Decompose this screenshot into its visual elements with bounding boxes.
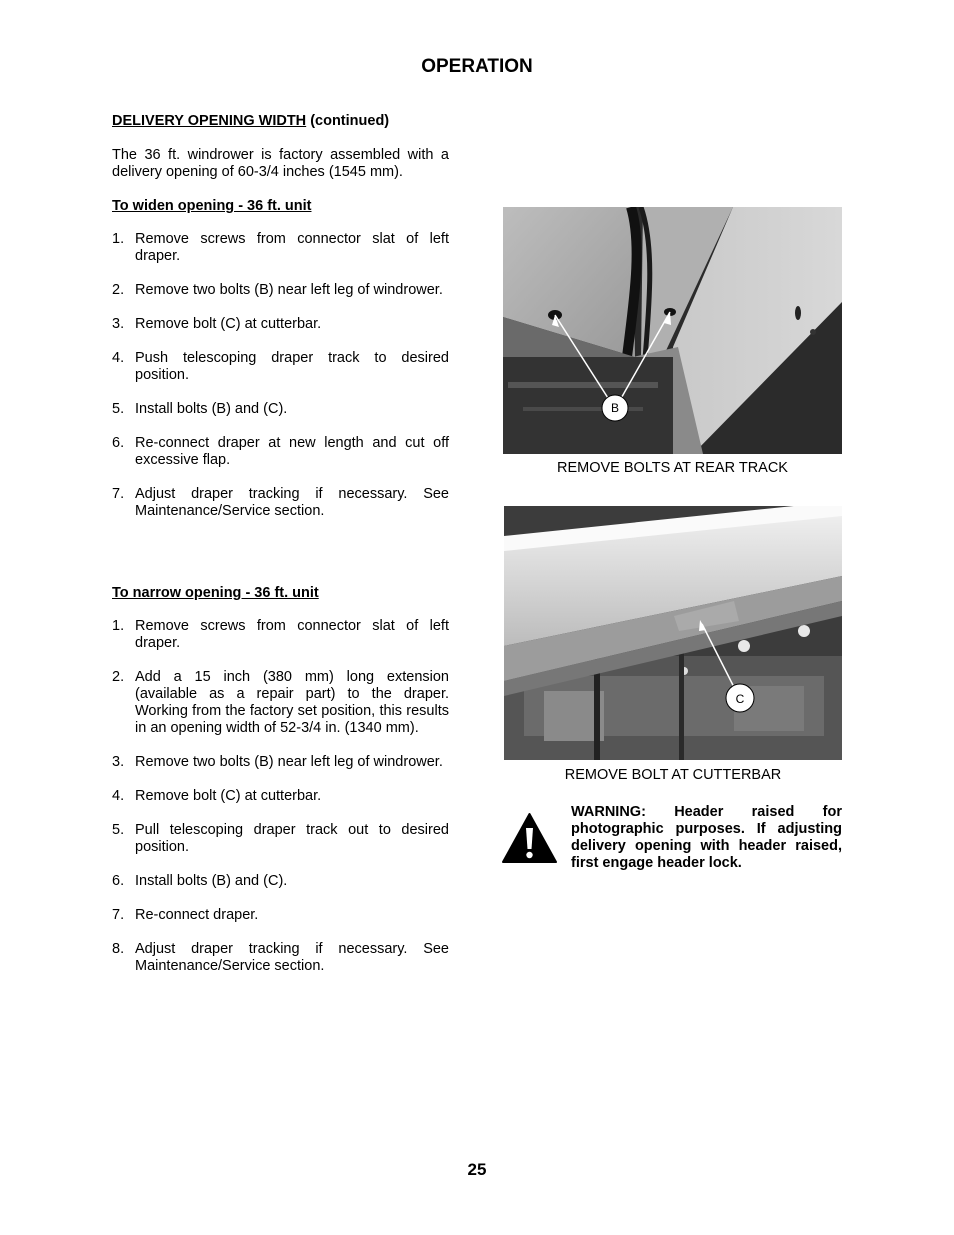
warning-icon: [501, 812, 558, 864]
page-number: 25: [467, 1160, 487, 1179]
callout-b: B: [610, 401, 620, 415]
step-number: 1.: [112, 231, 125, 247]
step-number: 3.: [112, 316, 125, 332]
list-item: [112, 435, 449, 469]
step-number: 6.: [112, 435, 125, 451]
widen-section: [112, 198, 449, 520]
step-number: 1.: [112, 618, 125, 634]
step-text: Install bolts (B) and (C).: [135, 401, 288, 417]
step-number: 7.: [112, 907, 125, 923]
step-text: Install bolts (B) and (C).: [135, 873, 288, 889]
step-text: Adjust draper tracking if necessary. See Maintenance/Service section.: [135, 941, 449, 974]
callout-c: C: [735, 692, 745, 706]
step-number: 6.: [112, 873, 125, 889]
list-item: [112, 822, 449, 856]
cutterbar-caption: REMOVE BOLT AT CUTTERBAR: [564, 767, 782, 783]
step-text: Remove screws from connector slat of left draper.: [135, 231, 449, 264]
list-item: [112, 907, 449, 924]
page-title: OPERATION: [421, 56, 533, 77]
step-text: Remove bolt (C) at cutterbar.: [135, 316, 322, 332]
narrow-steps-list: [112, 618, 449, 975]
list-item: [112, 873, 449, 890]
section-title-suffix: (continued): [310, 113, 390, 129]
list-item: [112, 669, 449, 737]
section-intro: [112, 113, 449, 181]
step-number: 7.: [112, 486, 125, 502]
list-item: [112, 941, 449, 975]
widen-steps-list: [112, 231, 449, 520]
step-number: 5.: [112, 822, 125, 838]
list-item: [112, 754, 449, 771]
list-item: [112, 401, 449, 418]
cutterbar-photo: [504, 506, 842, 760]
list-item: [112, 316, 449, 333]
step-text: Pull telescoping draper track out to desired position.: [135, 822, 449, 855]
step-text: Remove two bolts (B) near left leg of windrower.: [135, 754, 443, 770]
step-text: Remove screws from connector slat of left draper.: [135, 618, 449, 651]
rear-track-illustration: [503, 207, 842, 454]
step-number: 2.: [112, 669, 125, 685]
list-item: [112, 231, 449, 265]
step-number: 3.: [112, 754, 125, 770]
widen-heading: To widen opening - 36 ft. unit: [112, 198, 312, 214]
list-item: [112, 618, 449, 652]
narrow-section: [112, 585, 449, 975]
list-item: [112, 788, 449, 805]
section-title: DELIVERY OPENING WIDTH: [112, 113, 307, 129]
step-number: 5.: [112, 401, 125, 417]
step-text: Re-connect draper.: [135, 907, 259, 923]
cutterbar-illustration: [504, 506, 842, 760]
step-text: Re-connect draper at new length and cut off excessive flap.: [135, 435, 449, 468]
list-item: [112, 282, 449, 299]
intro-paragraph: The 36 ft. windrower is factory assembled with a delivery opening of 60-3/4 inches (1545 mm).: [112, 147, 449, 180]
step-text: Add a 15 inch (380 mm) long extension (available as a repair part) to the draper. Working from the factory set position, this results in an opening width of 52-3/4 in. (1340 mm).: [135, 669, 449, 736]
step-text: Push telescoping draper track to desired position.: [135, 350, 449, 383]
list-item: [112, 350, 449, 384]
step-text: Adjust draper tracking if necessary. See Maintenance/Service section.: [135, 486, 449, 519]
step-number: 8.: [112, 941, 125, 957]
narrow-heading: To narrow opening - 36 ft. unit: [112, 585, 319, 601]
step-text: Remove two bolts (B) near left leg of windrower.: [135, 282, 443, 298]
step-number: 2.: [112, 282, 125, 298]
step-number: 4.: [112, 788, 125, 804]
rear-track-photo: [503, 207, 842, 454]
section-heading: [112, 113, 449, 130]
list-item: [112, 486, 449, 520]
step-number: 4.: [112, 350, 125, 366]
step-text: Remove bolt (C) at cutterbar.: [135, 788, 322, 804]
rear-track-caption: REMOVE BOLTS AT REAR TRACK: [557, 460, 788, 476]
warning-text: WARNING: Header raised for photographic purposes. If adjusting delivery opening with header raised, first engage header lock.: [571, 804, 842, 871]
